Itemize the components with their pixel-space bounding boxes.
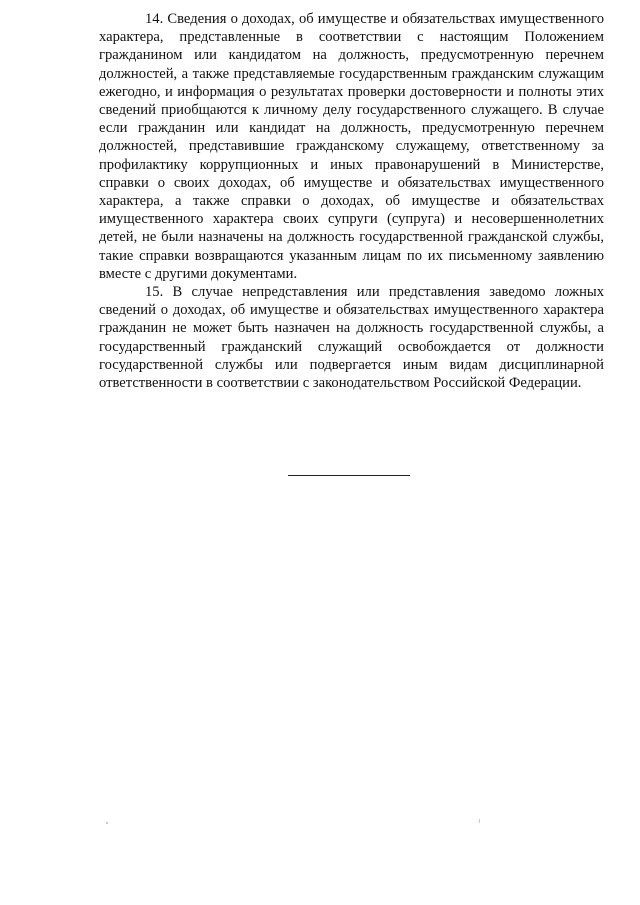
paragraph-text: В случае непредставления или представления заведомо ложных сведений о доходах, об имуществе и обязательствах имущественного характера гражданин не может быть назначен на должность государственной службы, а государственный гражданский служащий освобождается от должности государственной службы или подвергается иным видам дисциплинарной ответственности в соответствии с законодательством Российской Федерации. — [99, 284, 604, 392]
end-of-text-separator — [288, 475, 410, 476]
document-body — [99, 10, 604, 392]
scan-speck — [106, 822, 108, 824]
paragraph-14 — [99, 10, 604, 283]
paragraph-text: Сведения о доходах, об имуществе и обязательствах имущественного характера, представленные в соответствии с настоящим Положением гражданином или кандидатом на должность, предусмотренную перечнем должностей, а также представляемые государственным гражданским служащим ежегодно, и информация о результатах проверки достоверности и полноты этих сведений приобщаются к личному делу государственного служащего. В случае если гражданин или кандидат на должность, предусмотренную перечнем должностей, представившие гражданскому служащему, ответственному за профилактику коррупционных и иных правонарушений в Министерстве, справки о своих доходах, об имуществе и обязательствах имущественного характера, а также справки о доходах, об имуществе и обязательствах имущественного характера своих супруги (супруга) и несовершеннолетних детей, не были назначены на должность государственной гражданской службы, такие справки возвращаются указанным лицам по их письменному заявлению вместе с другими документами. — [99, 11, 604, 282]
paragraph-number: 15. — [145, 284, 164, 301]
paragraph-number: 14. — [145, 11, 164, 27]
paragraph-15 — [99, 283, 604, 392]
scan-speck — [479, 819, 480, 823]
